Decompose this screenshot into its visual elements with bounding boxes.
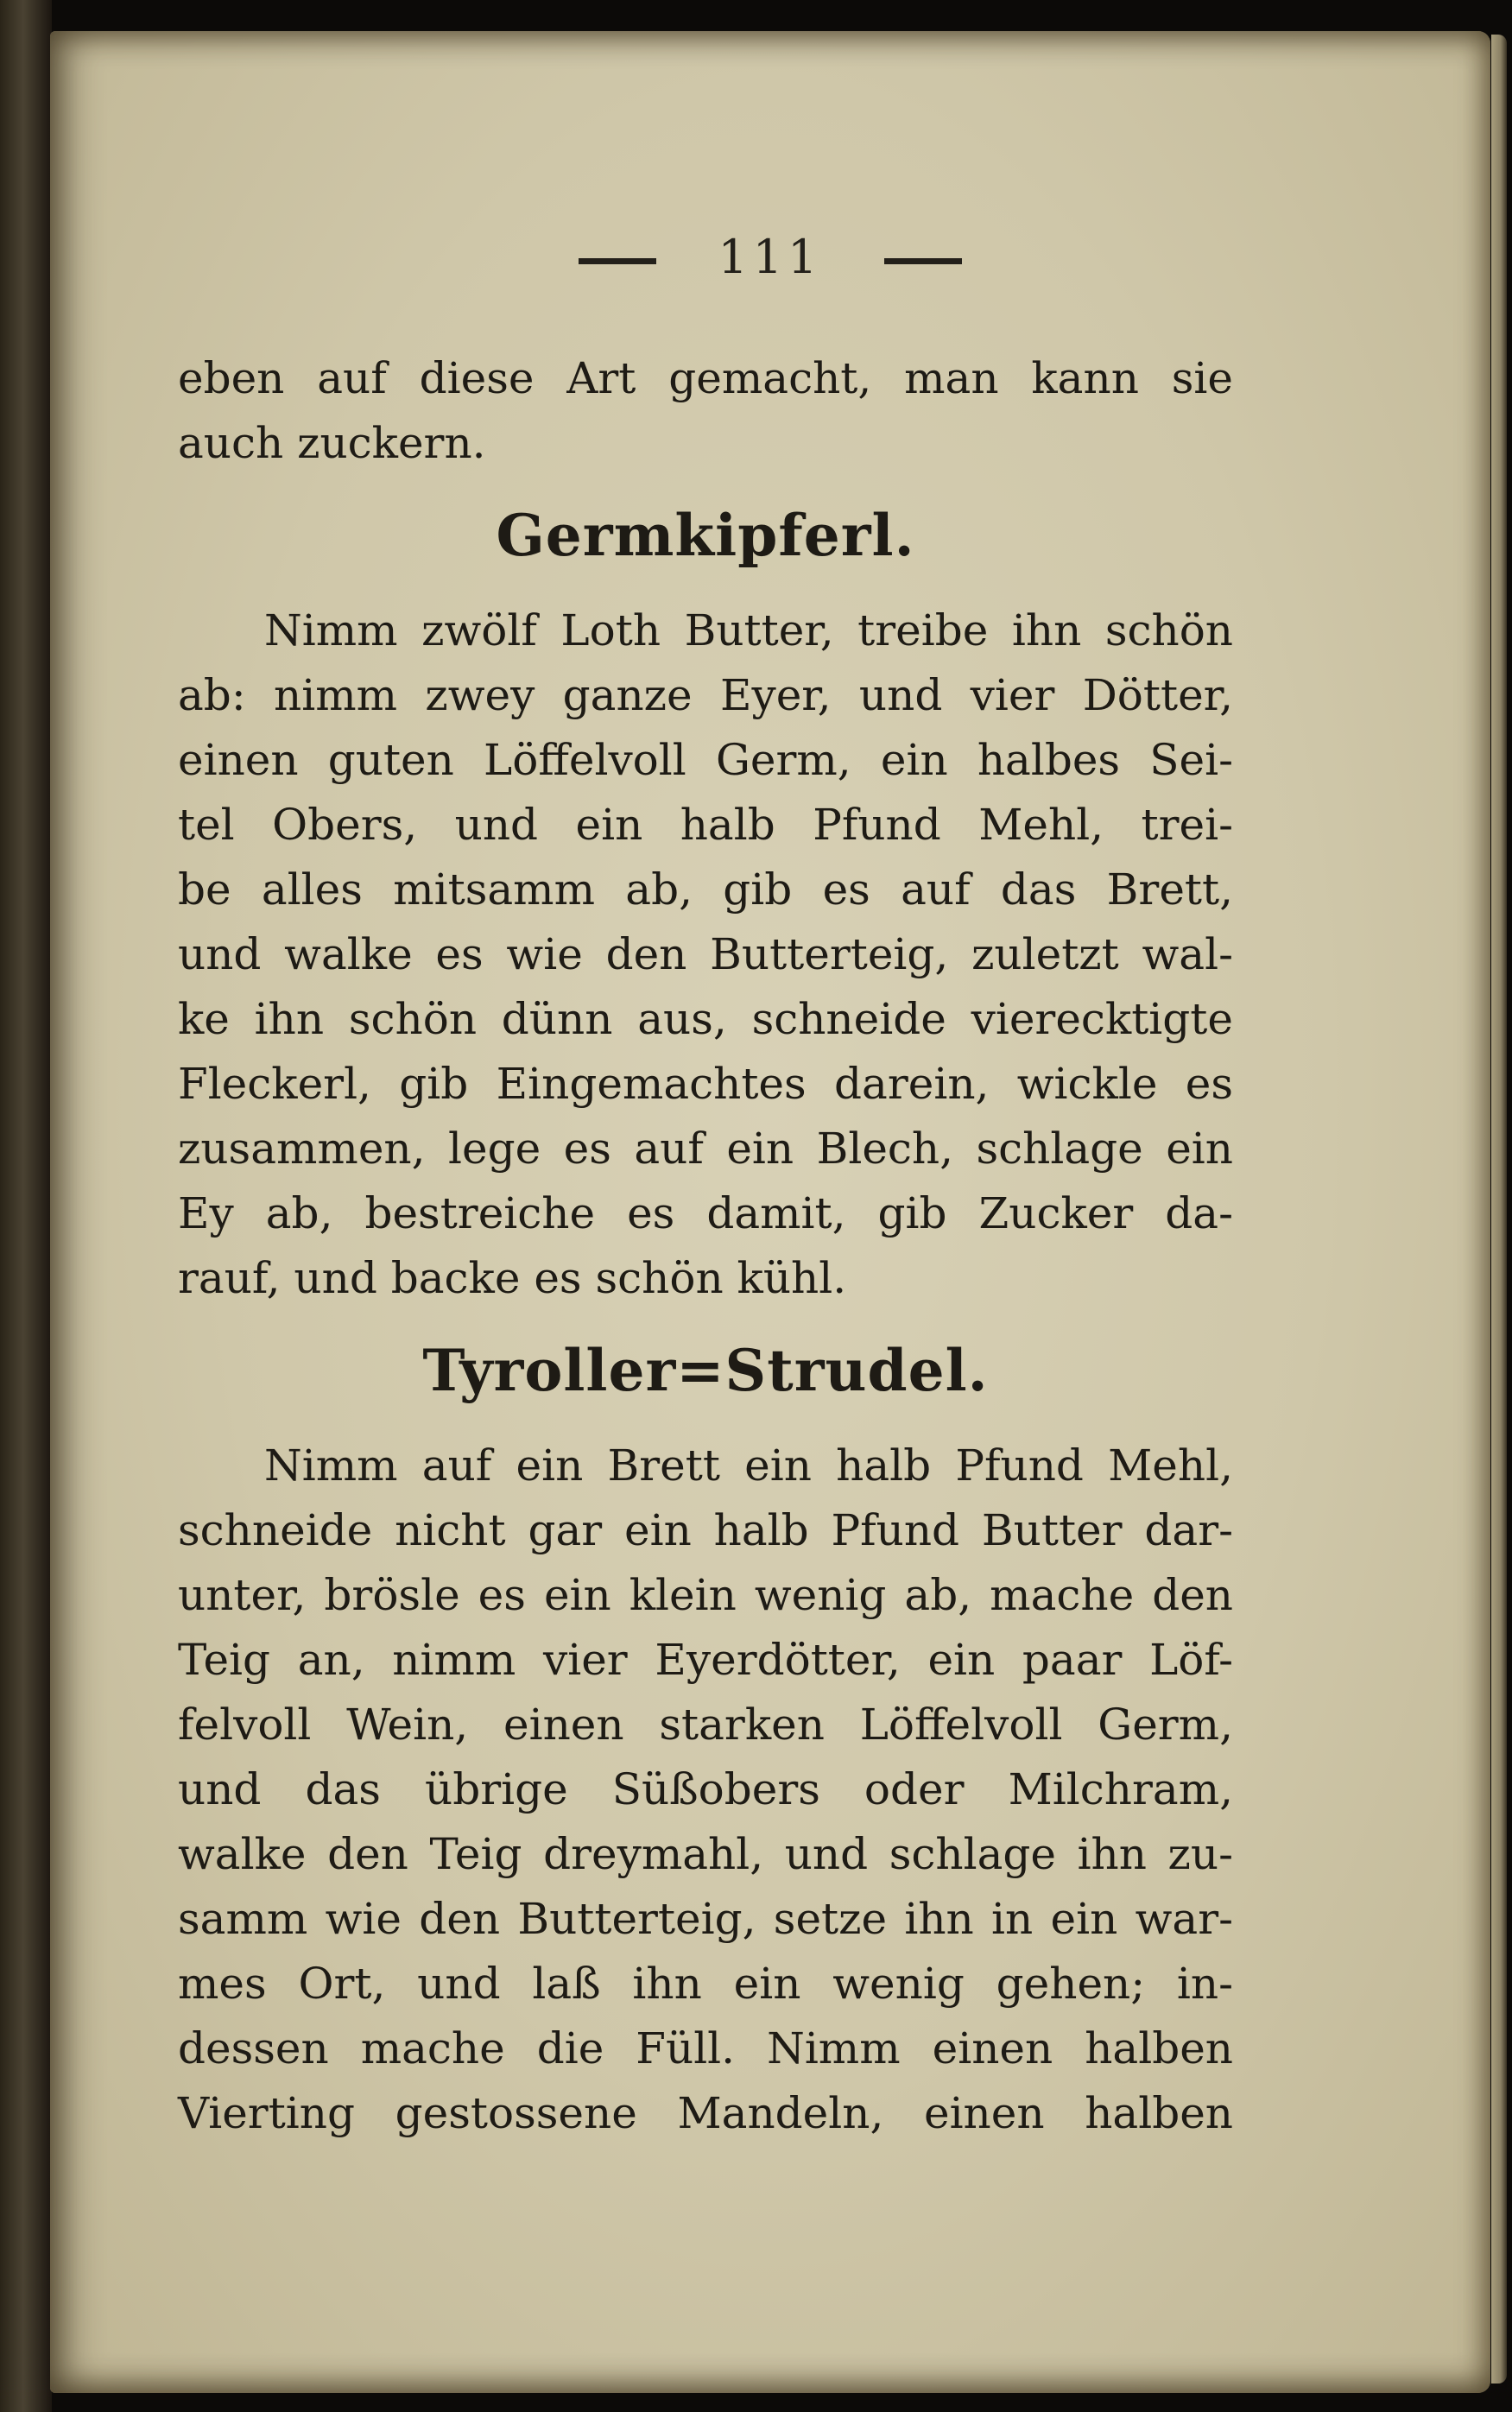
previous-page-edge bbox=[0, 0, 52, 2412]
header-dash-left bbox=[579, 258, 656, 264]
text-line: Vierting gestossene Mandeln, einen halben bbox=[178, 2088, 1233, 2138]
book-page bbox=[50, 31, 1490, 2393]
header-dash-right bbox=[884, 258, 962, 264]
text-line: tel Obers, und ein halb Pfund Mehl, trei- bbox=[178, 800, 1233, 850]
text-line: mes Ort, und laß ihn ein wenig gehen; in- bbox=[178, 1959, 1233, 2009]
text-line: samm wie den Butterteig, setze ihn in ein war- bbox=[178, 1894, 1233, 1944]
text-line: zusammen, lege es auf ein Blech, schlage ein bbox=[178, 1124, 1233, 1174]
text-line: eben auf diese Art gemacht, man kann sie bbox=[178, 353, 1233, 403]
text-line: be alles mitsamm ab, gib es auf das Brett, bbox=[178, 864, 1233, 915]
text-line: unter, brösle es ein klein wenig ab, mache den bbox=[178, 1570, 1233, 1620]
text-line: Fleckerl, gib Eingemachtes darein, wickle es bbox=[178, 1059, 1233, 1109]
page-edge-right bbox=[1491, 35, 1507, 2384]
text-line: und das übrige Süßobers oder Milchram, bbox=[178, 1764, 1233, 1814]
text-line: und walke es wie den Butterteig, zuletzt wal- bbox=[178, 929, 1233, 979]
text-line: Nimm zwölf Loth Butter, treibe ihn schön bbox=[264, 605, 1233, 655]
text-line: schneide nicht gar ein halb Pfund Butter dar- bbox=[178, 1505, 1233, 1555]
text-line: Ey ab, bestreiche es damit, gib Zucker da- bbox=[178, 1188, 1233, 1238]
text-line: rauf, und backe es schön kühl. bbox=[178, 1253, 847, 1303]
text-line: Teig an, nimm vier Eyerdötter, ein paar Löf- bbox=[178, 1635, 1233, 1685]
page-number: 111 bbox=[718, 230, 823, 284]
page-header bbox=[50, 230, 1490, 284]
text-line: ke ihn schön dünn aus, schneide vierecktigte bbox=[178, 994, 1233, 1044]
text-line: auch zuckern. bbox=[178, 418, 486, 468]
text-line: einen guten Löffelvoll Germ, ein halbes Sei- bbox=[178, 735, 1233, 785]
page-body bbox=[178, 346, 1233, 2146]
text-line: ab: nimm zwey ganze Eyer, und vier Dötter, bbox=[178, 670, 1233, 720]
text-line: walke den Teig dreymahl, und schlage ihn zu- bbox=[178, 1829, 1233, 1879]
text-line: felvoll Wein, einen starken Löffelvoll Germ, bbox=[178, 1700, 1233, 1750]
text-line: dessen mache die Füll. Nimm einen halben bbox=[178, 2023, 1233, 2073]
recipe-heading-tyroller-strudel: Tyroller=Strudel. bbox=[422, 1337, 989, 1404]
recipe-heading-germkipferl: Germkipferl. bbox=[496, 502, 915, 569]
text-line: Nimm auf ein Brett ein halb Pfund Mehl, bbox=[264, 1440, 1233, 1491]
